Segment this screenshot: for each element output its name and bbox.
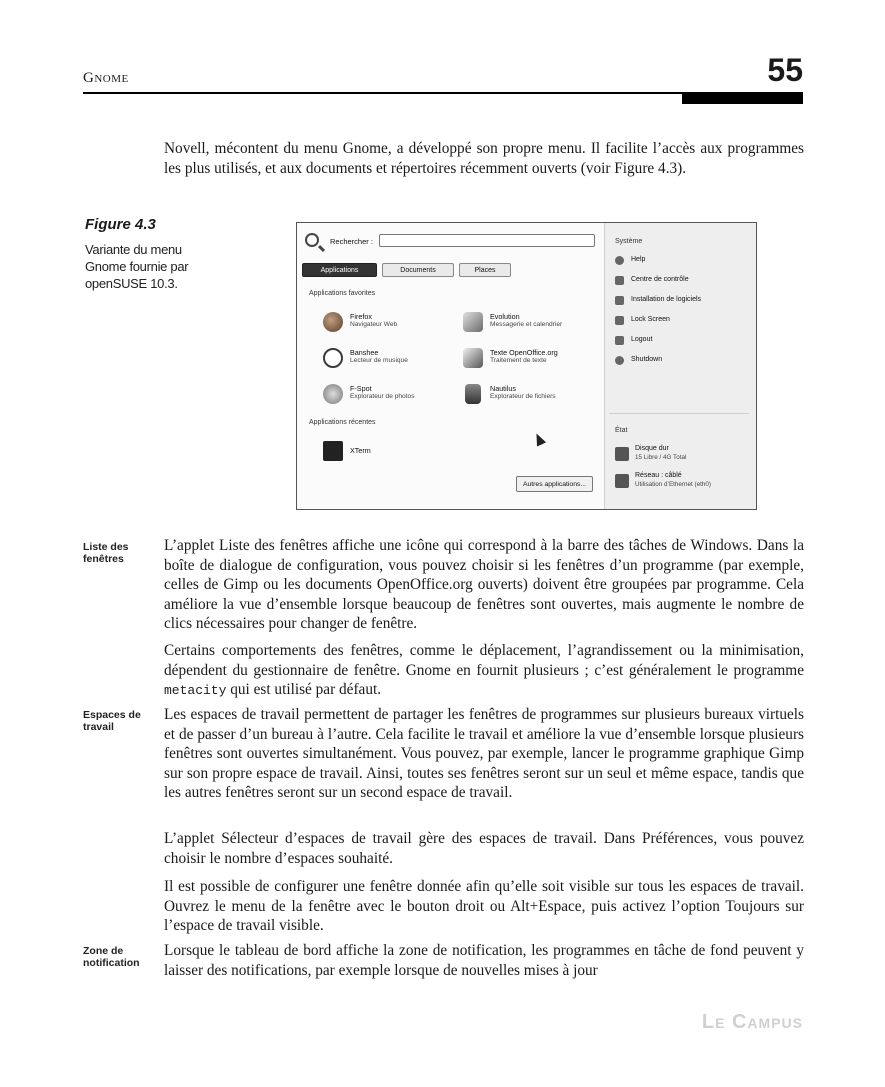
paragraph-text: qui est utilisé par défaut. — [226, 681, 382, 698]
figure-label: Figure 4.3 — [85, 216, 156, 233]
network-icon — [615, 474, 629, 488]
paragraph-window-list: L’applet Liste des fenêtres affiche une icône qui correspond à la barre des tâches de Windows. Dans la boîte de dialogue de configuration, vous pouvez choisir si les fenêtres d’un programme (par exemple, celles de Gimp ou les documents OpenOffice.org ouverts) doivent être groupées par programme. Cela améliore la vue d’ensemble lorsque beaucoup de fenêtres sont ouvertes, mais augmente le nombre de clics nécessaires pour changer de fenêtre. — [164, 537, 804, 632]
favorites-title: Applications favorites — [309, 290, 376, 297]
menu-screenshot — [296, 222, 757, 510]
app-fspot[interactable] — [323, 382, 463, 408]
app-desc: Lecteur de musique — [350, 357, 408, 364]
more-applications-button[interactable]: Autres applications... — [516, 476, 593, 492]
hard-disk-icon — [615, 447, 629, 461]
mouse-cursor-icon — [532, 431, 546, 446]
app-nautilus[interactable] — [463, 382, 603, 408]
pane-divider — [609, 413, 749, 414]
firefox-icon — [323, 312, 343, 332]
code-metacity: metacity — [164, 683, 227, 698]
paragraph-sticky-window: Il est possible de configurer une fenêtre donnée afin qu’elle soit visible sur tous les espaces de travail. Ouvrez le menu de la fenêtre avec le bouton droit ou Alt+Espace, puis activez l’option Toujours sur l’espace de travail visible. — [164, 878, 804, 934]
app-desc: Explorateur de fichiers — [490, 393, 556, 400]
figure-caption: Variante du menu Gnome fournie par openSUSE 10.3. — [85, 242, 189, 291]
evolution-icon — [463, 312, 483, 332]
tab-applications[interactable]: Applications — [302, 263, 377, 277]
header-block — [682, 94, 803, 104]
search-icon — [305, 233, 319, 247]
nautilus-icon — [465, 384, 481, 404]
app-xterm[interactable] — [323, 439, 463, 465]
app-evolution[interactable] — [463, 310, 603, 336]
recent-title: Applications récentes — [309, 419, 376, 426]
app-firefox[interactable] — [323, 310, 463, 336]
terminal-icon — [323, 441, 343, 461]
banshee-icon — [323, 348, 343, 368]
system-item-label: Shutdown — [631, 356, 663, 363]
status-item-label: Disque dur — [635, 445, 669, 452]
app-banshee[interactable] — [323, 346, 463, 372]
system-item-label: Lock Screen — [631, 316, 670, 323]
help-icon — [615, 256, 624, 265]
app-name: XTerm — [350, 446, 371, 455]
page-number: 55 — [767, 52, 803, 88]
app-desc: Traitement de texte — [490, 357, 547, 364]
app-desc: Messagerie et calendrier — [490, 321, 563, 328]
app-name: Nautilus — [490, 384, 516, 393]
app-name: Texte OpenOffice.org — [490, 348, 558, 357]
app-desc: Navigateur Web — [350, 321, 398, 328]
status-title: État — [615, 427, 628, 434]
power-icon — [615, 356, 624, 365]
logout-icon — [615, 336, 624, 345]
menu-left-pane — [297, 223, 605, 509]
margin-note-notification: Zone de notification — [83, 945, 140, 969]
margin-note-window-list: Liste des fenêtres — [83, 541, 129, 565]
system-item-label: Help — [631, 256, 646, 263]
status-item-label: Réseau : câblé — [635, 472, 682, 479]
status-item-detail: 15 Libre / 4G Total — [635, 454, 687, 461]
intro-paragraph: Novell, mécontent du menu Gnome, a développé son propre menu. Il facilite l’accès aux programmes les plus utilisés, et aux documents et répertoires récemment ouverts (voir Figure 4.3). — [164, 140, 804, 177]
app-name: Evolution — [490, 312, 520, 321]
paragraph-window-manager — [164, 641, 804, 701]
app-desc: Explorateur de photos — [350, 393, 415, 400]
status-item-detail: Utilisation d’Ethernet (eth0) — [635, 481, 711, 488]
menu-right-pane — [605, 223, 756, 509]
paragraph-text: Certains comportements des fenêtres, comme le déplacement, l’agrandissement ou la minimisation, dépendent du gestionnaire de fenêtre. Gnome en fournit plusieurs ; c’est généralement le programme — [164, 642, 804, 679]
app-name: Firefox — [350, 312, 372, 321]
system-title: Système — [615, 238, 643, 245]
app-openoffice-writer[interactable] — [463, 346, 603, 372]
tab-places[interactable]: Places — [459, 263, 511, 277]
running-title: Gnome — [83, 70, 129, 86]
app-name: F-Spot — [350, 384, 372, 393]
system-item-label: Logout — [631, 336, 653, 343]
system-item-label: Centre de contrôle — [631, 276, 689, 283]
writer-icon — [463, 348, 483, 368]
margin-note-workspaces: Espaces de travail — [83, 709, 141, 733]
tab-documents[interactable]: Documents — [382, 263, 454, 277]
paragraph-workspace-switcher: L’applet Sélecteur d’espaces de travail gère des espaces de travail. Dans Préférences, vous pouvez choisir le nombre d’espaces souhaité. — [164, 830, 804, 867]
app-name: Banshee — [350, 348, 379, 357]
search-input[interactable] — [379, 234, 595, 247]
paragraph-workspaces: Les espaces de travail permettent de partager les fenêtres de programmes sur plusieurs bureaux virtuels et de passer d’un bureau à l’autre. Cela facilite le travail et améliore la vue d’ensemble lorsque plusieurs fenêtres sont ouvertes simultanément. Vous pouvez, par exemple, lancer le programme graphique Gimp sur son propre espace de travail. Ainsi, toutes ses fenêtres seront sur un seul et même espace, tandis que les autres fenêtres seront sur un second espace de travail. — [164, 706, 804, 801]
lock-icon — [615, 316, 624, 325]
paragraph-notification: Lorsque le tableau de bord affiche la zone de notification, les programmes en tâche de fond peuvent y laisser des notifications, par exemple lorsque de nouvelles mises à jour — [164, 942, 804, 979]
search-label: Rechercher : — [330, 237, 373, 246]
control-center-icon — [615, 276, 624, 285]
software-install-icon — [615, 296, 624, 305]
system-item-label: Installation de logiciels — [631, 296, 702, 303]
fspot-icon — [323, 384, 343, 404]
publisher-logo: Le Campus — [701, 1011, 803, 1033]
